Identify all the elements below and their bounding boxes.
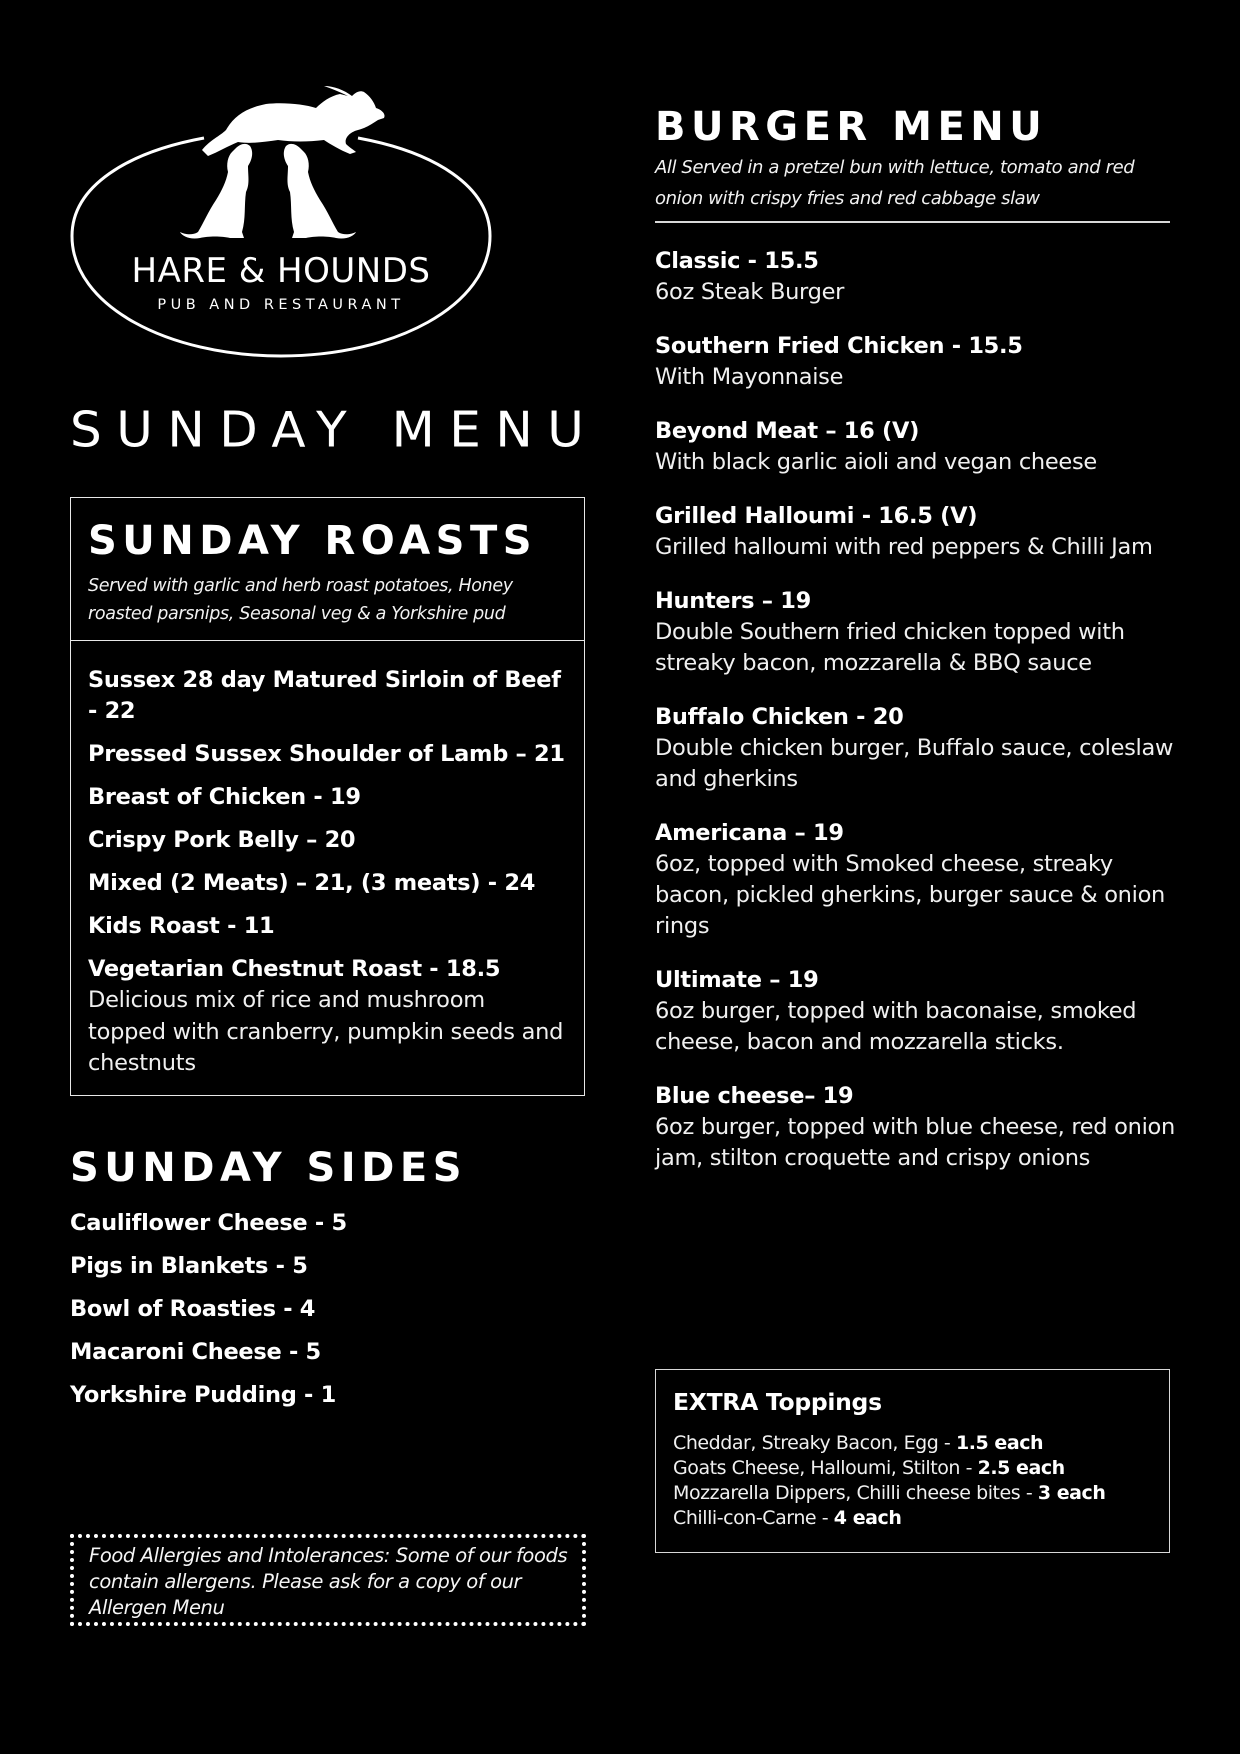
burger-item [655, 1081, 1175, 1174]
side-item: Bowl of Roasties - 4 [70, 1296, 316, 1322]
burger-description: 6oz burger, topped with baconaise, smoked cheese, bacon and mozzarella sticks. [655, 998, 1137, 1055]
roasts-title: SUNDAY ROASTS [88, 518, 538, 564]
burger-menu-title: BURGER MENU [655, 104, 1048, 150]
burger-item [655, 818, 1175, 942]
extras-items: Mozzarella Dippers, Chilli cheese bites - [673, 1482, 1038, 1504]
side-item: Cauliflower Cheese - 5 [70, 1210, 347, 1236]
burger-description: 6oz Steak Burger [655, 279, 845, 305]
side-item: Macaroni Cheese - 5 [70, 1339, 321, 1365]
burger-description: 6oz burger, topped with blue cheese, red onion jam, stilton croquette and crispy onions [655, 1114, 1175, 1171]
roast-item: Breast of Chicken - 19 [88, 784, 361, 810]
logo-name: HARE & HOUNDS [131, 251, 431, 291]
burger-item [655, 702, 1175, 795]
extras-price: 2.5 each [977, 1457, 1065, 1479]
roast-item: Crispy Pork Belly – 20 [88, 827, 356, 853]
logo-tagline: PUB AND RESTAURANT [157, 297, 405, 313]
extras-list [673, 1431, 1169, 1531]
burger-description: Double Southern fried chicken topped with streaky bacon, mozzarella & BBQ sauce [655, 619, 1125, 676]
extras-price: 4 each [833, 1507, 902, 1529]
burger-item [655, 246, 1175, 308]
roasts-header [71, 498, 584, 641]
divider [655, 221, 1170, 223]
extra-toppings-box [655, 1369, 1170, 1553]
hare-and-hounds-silhouette-icon [68, 86, 494, 362]
burger-description: 6oz, topped with Smoked cheese, streaky bacon, pickled gherkins, burger sauce & onion rings [655, 851, 1165, 939]
roast-item: Mixed (2 Meats) – 21, (3 meats) - 24 [88, 870, 536, 896]
roast-item: Pressed Sussex Shoulder of Lamb – 21 [88, 741, 565, 767]
burger-name: Grilled Halloumi - 16.5 (V) [655, 503, 978, 529]
sunday-menu-title: SUNDAY MENU [70, 401, 599, 459]
side-item: Pigs in Blankets - 5 [70, 1253, 308, 1279]
logo [68, 86, 494, 362]
burger-name: Ultimate – 19 [655, 967, 819, 993]
burger-description: Double chicken burger, Buffalo sauce, coleslaw and gherkins [655, 735, 1174, 792]
burger-list [655, 246, 1175, 1197]
burger-name: Beyond Meat – 16 (V) [655, 418, 920, 444]
extras-items: Chilli-con-Carne - [673, 1507, 834, 1529]
roasts-list [71, 641, 584, 1080]
burger-item [655, 586, 1175, 679]
sunday-roasts-section [70, 497, 585, 1096]
burger-item [655, 416, 1175, 478]
extras-price: 3 each [1037, 1482, 1106, 1504]
burger-description: With Mayonnaise [655, 364, 844, 390]
extras-row [673, 1506, 1169, 1531]
burger-name: Southern Fried Chicken - 15.5 [655, 333, 1023, 359]
roast-item: Kids Roast - 11 [88, 913, 275, 939]
burger-name: Classic - 15.5 [655, 248, 819, 274]
sides-list [70, 1208, 347, 1423]
burger-name: Blue cheese– 19 [655, 1083, 854, 1109]
extras-row [673, 1431, 1169, 1456]
extras-row [673, 1456, 1169, 1481]
sides-title: SUNDAY SIDES [70, 1145, 468, 1191]
burger-menu-subtitle: All Served in a pretzel bun with lettuce, tomato and red onion with crispy fries and red cabbage slaw [655, 157, 1135, 209]
burger-name: Americana – 19 [655, 820, 844, 846]
roast-item-description: Delicious mix of rice and mushroom topped with cranberry, pumpkin seeds and chestnuts [88, 987, 564, 1076]
extras-items: Cheddar, Streaky Bacon, Egg - [673, 1432, 956, 1454]
extras-row [673, 1481, 1169, 1506]
extras-title: EXTRA Toppings [673, 1388, 882, 1416]
burger-item [655, 965, 1175, 1058]
roasts-subtitle: Served with garlic and herb roast potatoes, Honey roasted parsnips, Seasonal veg & a Yorkshire pud [88, 576, 513, 624]
burger-name: Buffalo Chicken - 20 [655, 704, 904, 730]
allergy-notice: Food Allergies and Intolerances: Some of our foods contain allergens. Please ask for a copy of our Allergen Menu [70, 1534, 586, 1626]
side-item: Yorkshire Pudding - 1 [70, 1382, 336, 1408]
burger-description: Grilled halloumi with red peppers & Chilli Jam [655, 534, 1153, 560]
burger-item [655, 331, 1175, 393]
burger-description: With black garlic aioli and vegan cheese [655, 449, 1097, 475]
burger-name: Hunters – 19 [655, 588, 811, 614]
roast-item: Sussex 28 day Matured Sirloin of Beef - 22 [88, 667, 561, 724]
burger-item [655, 501, 1175, 563]
extras-price: 1.5 each [955, 1432, 1044, 1454]
roast-item: Vegetarian Chestnut Roast - 18.5 [88, 956, 501, 982]
extras-items: Goats Cheese, Halloumi, Stilton - [673, 1457, 978, 1479]
